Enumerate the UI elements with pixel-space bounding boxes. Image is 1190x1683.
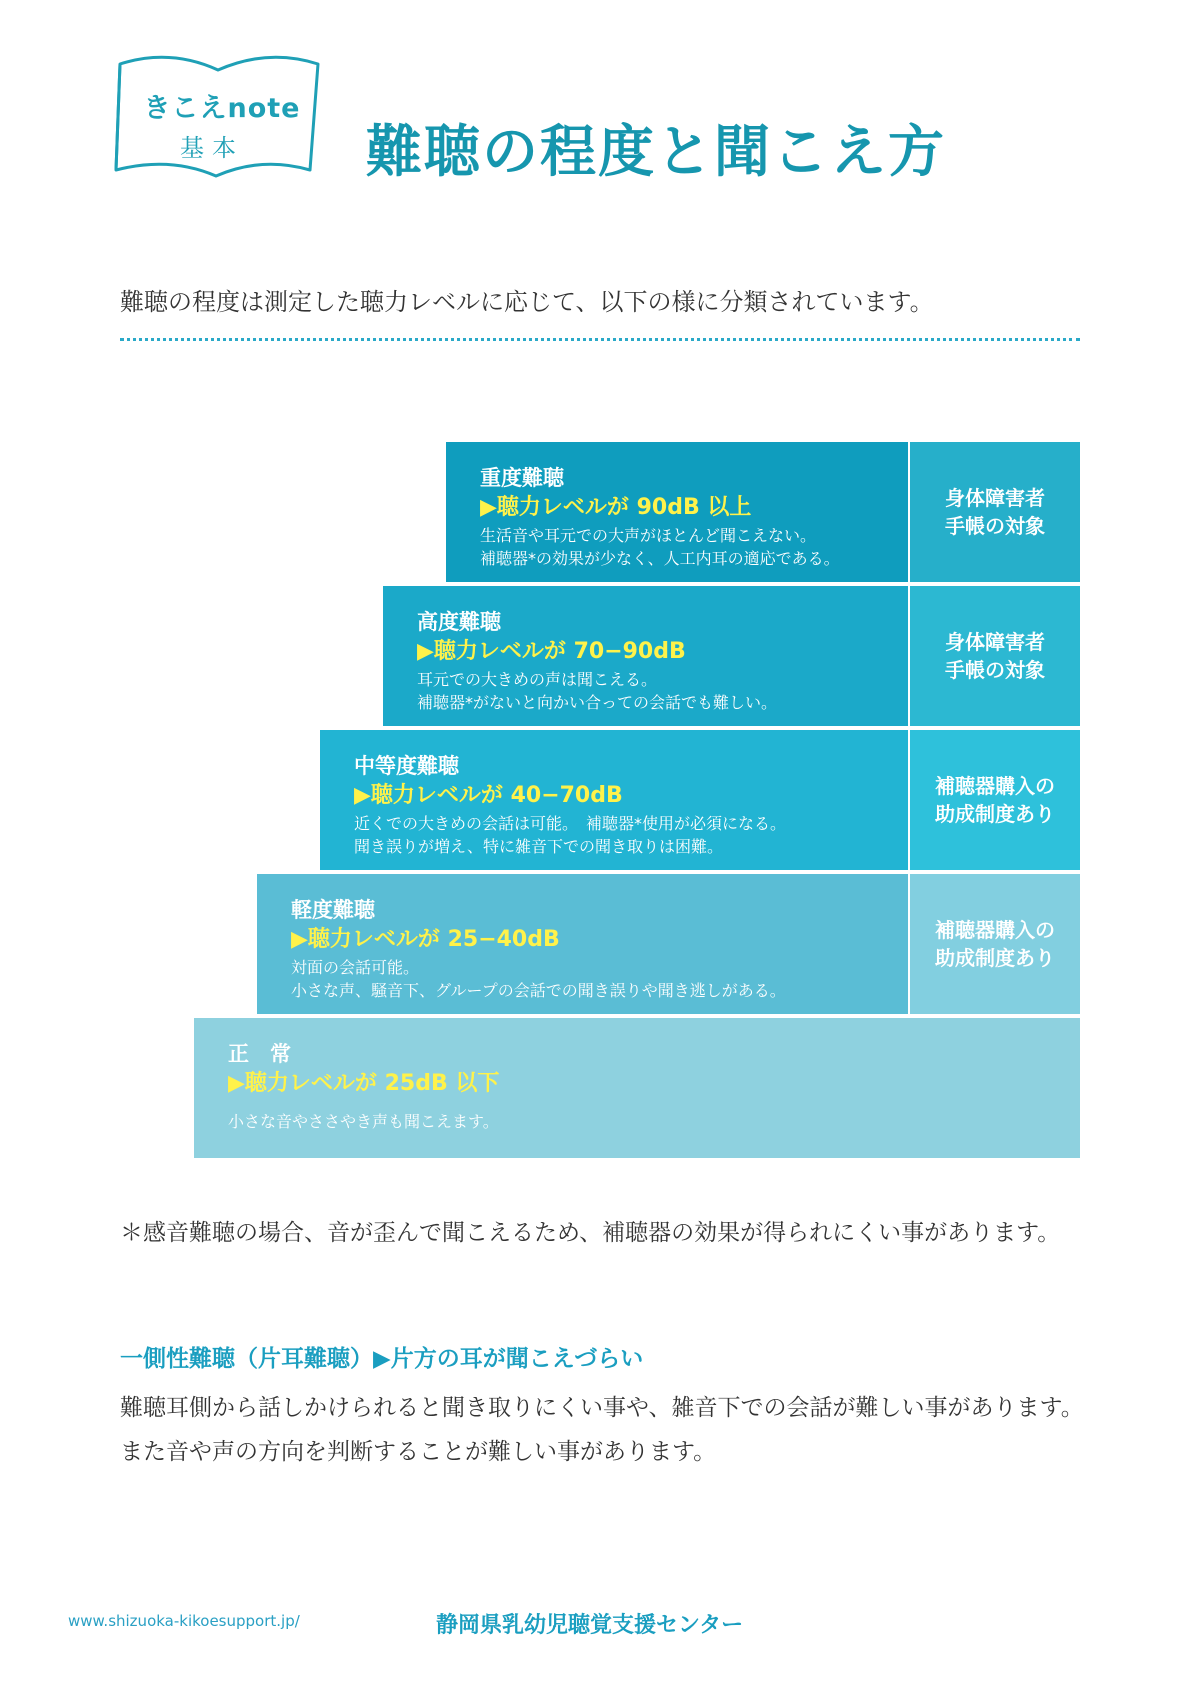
level-row-moderate xyxy=(320,730,1080,870)
level-description-line: 生活音や耳元での大声がほとんど聞こえない。 xyxy=(480,526,817,545)
level-name: 中等度難聴 xyxy=(354,754,459,778)
level-row-normal xyxy=(194,1018,1080,1158)
level-description xyxy=(228,1110,499,1133)
level-name: 高度難聴 xyxy=(417,610,501,634)
page-title: 難聴の程度と聞こえ方 xyxy=(366,120,946,185)
hearing-aid-note: ＊感音難聴の場合、音が歪んで聞こえるため、補聴器の効果が得られにくい事があります。 xyxy=(120,1220,1061,1246)
level-name: 正 常 xyxy=(228,1042,291,1066)
level-main-panel xyxy=(194,1018,1080,1158)
level-description xyxy=(291,956,786,1002)
level-main-panel xyxy=(257,874,908,1014)
support-line: 補聴器購入の xyxy=(935,774,1055,798)
level-support-box xyxy=(910,586,1080,726)
kikoe-note-logo xyxy=(112,52,324,190)
unilateral-line: 難聴耳側から話しかけられると聞き取りにくい事や、雑音下での会話が難しい事があります。 xyxy=(120,1395,1084,1421)
level-row-profound xyxy=(383,586,1080,726)
level-support-box xyxy=(910,730,1080,870)
support-line: 手帳の対象 xyxy=(945,514,1045,538)
level-support-box xyxy=(910,874,1080,1014)
level-description-line: 近くでの大きめの会話は可能。 補聴器*使用が必須になる。 xyxy=(354,814,787,833)
support-line: 身体障害者 xyxy=(945,630,1045,654)
support-line: 助成制度あり xyxy=(935,946,1055,970)
level-main-panel xyxy=(320,730,908,870)
level-description-line: 補聴器*の効果が少なく、人工内耳の適応である。 xyxy=(480,549,840,568)
level-description xyxy=(354,812,786,858)
level-range: ▶聴力レベルが 40−70dB xyxy=(354,783,623,808)
level-description-line: 小さな音やささやき声も聞こえます。 xyxy=(228,1112,499,1131)
level-description-line: 聞き誤りが増え、特に雑音下での聞き取りは困難。 xyxy=(354,837,723,856)
logo-title: きこえnote xyxy=(143,93,301,124)
level-range: ▶聴力レベルが 25−40dB xyxy=(291,927,560,952)
dotted-divider xyxy=(120,338,1080,341)
footer-url-link[interactable]: www.shizuoka-kikoesupport.jp/ xyxy=(68,1612,300,1630)
support-line: 身体障害者 xyxy=(945,486,1045,510)
unilateral-line: また音や声の方向を判断することが難しい事があります。 xyxy=(120,1439,717,1465)
support-line: 助成制度あり xyxy=(935,802,1055,826)
logo-subtitle: 基本 xyxy=(180,134,244,162)
level-main-panel xyxy=(446,442,908,582)
support-line: 補聴器購入の xyxy=(935,918,1055,942)
level-range: ▶聴力レベルが 25dB 以下 xyxy=(228,1071,500,1096)
level-description xyxy=(480,524,840,570)
level-description-line: 小さな声、騒音下、グループの会話での聞き誤りや聞き逃しがある。 xyxy=(291,981,786,1000)
level-range: ▶聴力レベルが 70−90dB xyxy=(417,639,686,664)
level-description-line: 対面の会話可能。 xyxy=(291,958,420,977)
level-range: ▶聴力レベルが 90dB 以上 xyxy=(480,495,752,520)
level-support-box xyxy=(910,442,1080,582)
level-row-mild xyxy=(257,874,1080,1014)
unilateral-title: 一側性難聴（片耳難聴）▶片方の耳が聞こえづらい xyxy=(120,1346,644,1372)
level-name: 軽度難聴 xyxy=(291,898,375,922)
level-description-line: 補聴器*がないと向かい合っての会話でも難しい。 xyxy=(417,693,778,712)
support-line: 手帳の対象 xyxy=(945,658,1045,682)
level-main-panel xyxy=(383,586,908,726)
level-description-line: 耳元での大きめの声は聞こえる。 xyxy=(417,670,658,689)
level-description xyxy=(417,668,777,714)
level-row-severe xyxy=(446,442,1080,582)
intro-text: 難聴の程度は測定した聴力レベルに応じて、以下の様に分類されています。 xyxy=(120,288,934,316)
footer-organization: 静岡県乳幼児聴覚支援センター xyxy=(436,1613,744,1638)
unilateral-text xyxy=(120,1386,1110,1474)
level-name: 重度難聴 xyxy=(480,466,564,490)
